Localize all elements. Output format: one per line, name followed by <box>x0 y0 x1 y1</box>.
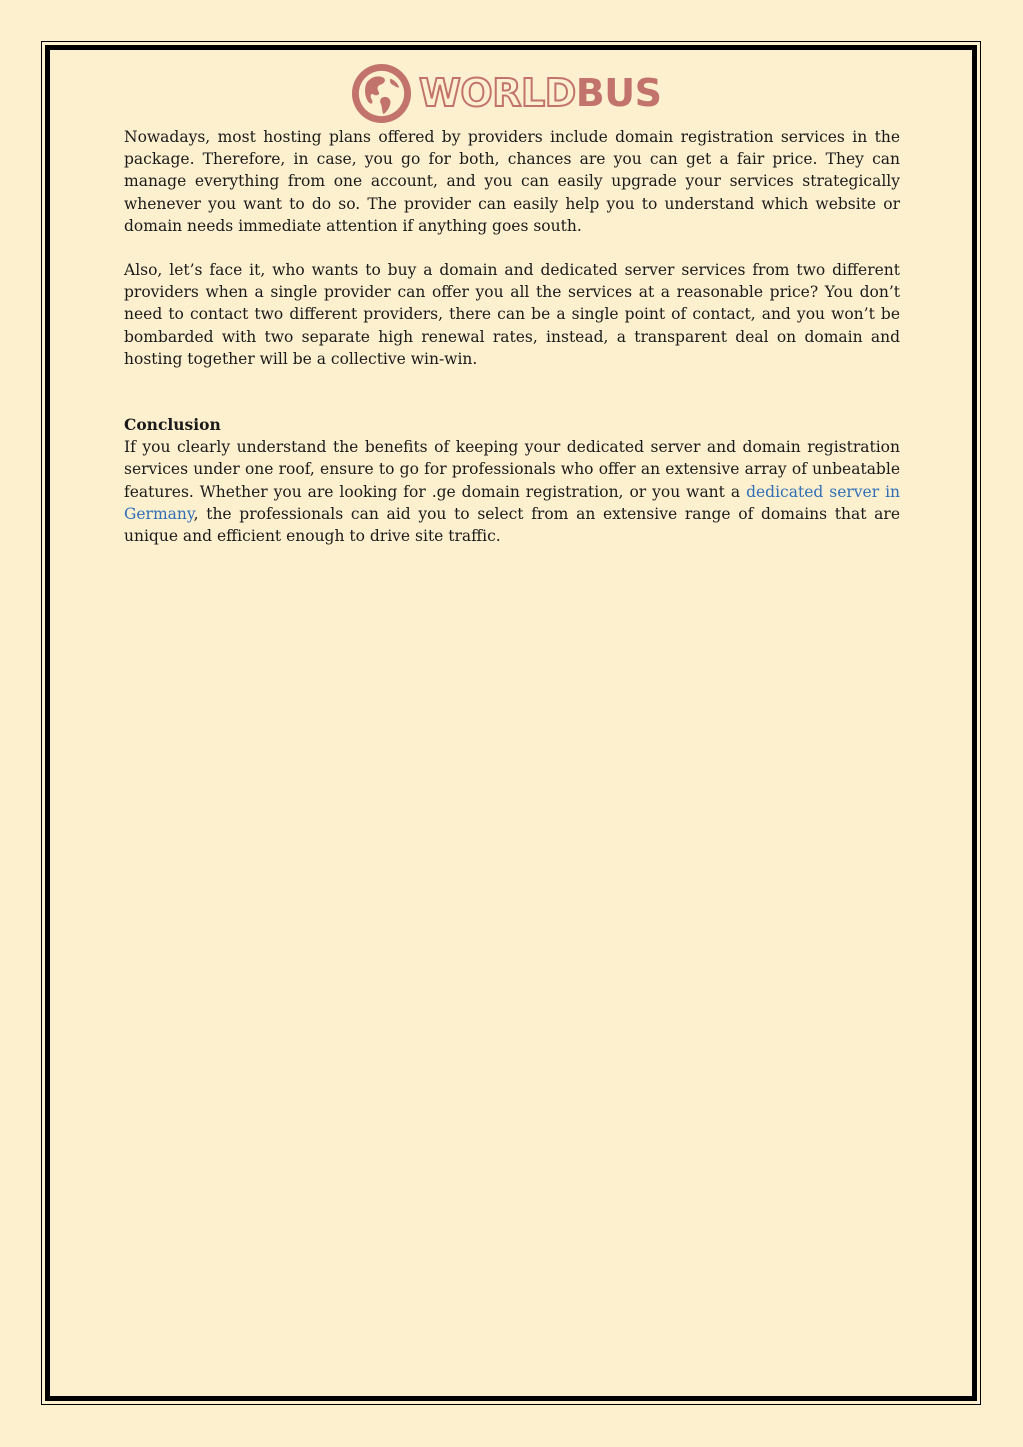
paragraph-single-provider: Also, let’s face it, who wants to buy a domain and dedicated server services from two different providers when a single provider can offer you all the services at a reasonable price? You don’t need to contact two different providers, there can be a single point of contact, and you won’t be bombarded with two separate high renewal rates, instead, a transparent deal on domain and hosting together will be a collective win-win. <box>124 261 900 368</box>
logo-text-world: WORLD <box>419 71 576 115</box>
conclusion-text-end: , the professionals can aid you to select from an extensive range of domains that are unique and efficient enough to drive site traffic. <box>124 504 900 546</box>
conclusion-text-start: If you clearly understand the benefits of keeping your dedicated server and domain registration services under one roof, ensure to go for professionals who offer an extensive array of unbeatable features. Whether you are looking for .ge domain registration, or you want a <box>124 438 900 501</box>
globe-icon <box>350 62 413 125</box>
section-heading-conclusion: Conclusion <box>124 415 221 435</box>
link-dedicated-server-germany[interactable]: dedicated server in Germany <box>124 482 901 523</box>
worldbus-logo <box>350 61 661 125</box>
paragraph-conclusion <box>124 436 900 547</box>
paragraph-hosting-plans: Nowadays, most hosting plans offered by providers include domain registration services in the package. Therefore, in case, you go for both, chances are you can get a fair price. They can manage everything from one account, and you can easily upgrade your services strategically whenever you want to do so. The provider can easily help you to understand which website or domain needs immediate attention if anything goes south. <box>124 128 900 235</box>
logo-wordmark <box>419 71 662 115</box>
document-body <box>124 126 900 547</box>
logo-text-bus: BUS <box>575 71 662 115</box>
